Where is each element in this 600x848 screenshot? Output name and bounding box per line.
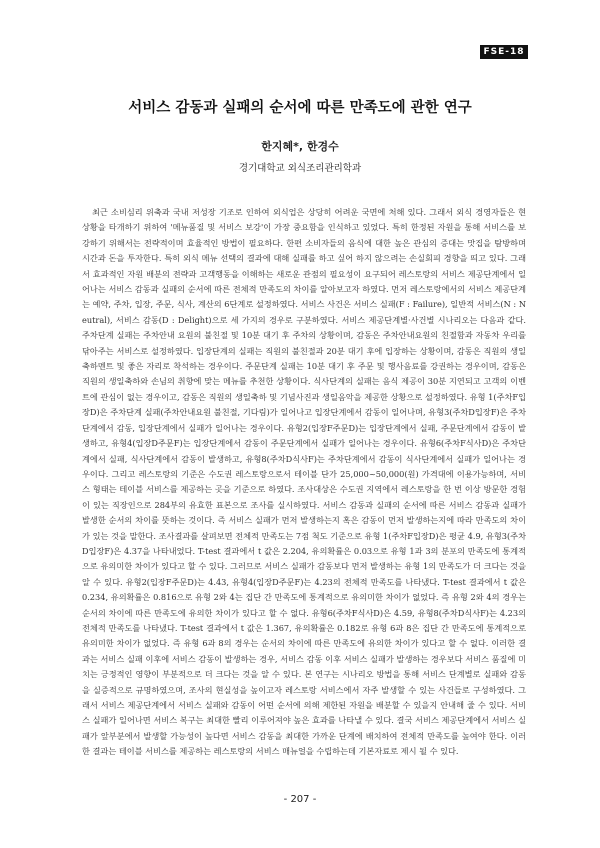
page-number: - 207 -	[283, 794, 317, 805]
session-badge: FSE-18	[480, 45, 528, 59]
author-names: 한지혜*, 한경수	[261, 140, 339, 153]
author-affiliation: 경기대학교 외식조리관리학과	[238, 163, 362, 174]
abstract-body: 최근 소비심리 위축과 국내 저성장 기조로 인하여 외식업은 상당히 어려운 국면에 처해 있다. 그래서 외식 경영자들은 현 상황을 타개하기 위하여 '메뉴품질 및 서비스 보강'이 가장 중요함을 인식하고 있었다. 특히 한정된 자원을 통해 서비스를 보강하기 위해서는 전략적이며 효율적인 방법이 필요하다. 한편 소비자들의 음식에 대한 높은 관심의 증대는 맛집을 탐방하며 시간과 돈을 투자한다. 특히 외식 메뉴 선택의 결과에 대해 실패를 하고 싶어 하지 않으려는 손실회피 경향을 띄고 있다. 그래서 효과적인 자원 배분의 전략과 고객행동을 이해하는 새로운 관점의 필요성이 요구되어 레스토랑의 서비스 제공단계에서 일어나는 서비스 감동과 실패의 순서에 따른 전체적 만족도의 차이를 알아보고자 하였다. 먼저 레스토랑에서의 서비스 제공단계는 예약, 주차, 입장, 주문, 식사, 계산의 6단계로 설정하였다. 서비스 사건은 서비스 실패(F : Failure), 일반적 서비스(N : Neutral), 서비스 감동(D : Delight)으로 세 가지의 경우로 구분하였다. 서비스 제공단계별·사건별 시나리오는 다음과 같다. 주차단계 실패는 주차안내 요원의 불친절 및 10분 대기 후 주차의 상황이며, 감동은 주차안내요원의 친절함과 자동차 우리를 닦아주는 서비스로 설정하였다. 입장단계의 실패는 직원의 불친절과 20분 대기 후에 입장하는 상황이며, 감동은 직원의 생일 축하멘트 및 좋은 자리로 착석하는 경우이다. 주문단계 실패는 10분 대기 후 주문 및 행사음료를 강권하는 경우이며, 감동은 직원의 생일축하와 손님의 취향에 맞는 메뉴를 추천한 상황이다. 식사단계의 실패는 음식 제공이 30분 지연되고 고객의 이벤트에 관심이 없는 경우이고, 감동은 직원의 생일축하 및 기념사진과 생일음악을 제공한 상황으로 설정하였다. 유형 1(주차F입장D)은 주차단계 실패(주차안내요원 불친절, 기다림)가 일어나고 입장단계에서 감동이 일어나며, 유형3(주차D입장F)은 주차단계에서 감동, 입장단계에서 실패가 일어나는 경우이다. 유형2(입장F주문D)는 입장단계에서 실패, 주문단계에서 감동이 발생하고, 유형4(입장D주문F)는 입장단계에서 감동이 주문단계에서 실패가 일어나는 경우이다. 유형6(주차F식사D)은 주차단계에서 실패, 식사단계에서 감동이 발생하고, 유형8(주차D식사F)는 주차단계에서 감동이 식사단계에서 실패가 일어나는 경우이다. 그리고 레스토랑의 기준은 수도권 레스토랑으로서 테이블 단가 25,000~50,000(원) 가격대에 이용가능하며, 서비스 형태는 테이블 서비스를 제공하는 곳을 기준으로 하였다. 조사대상은 수도권 지역에서 레스토랑을 한 번 이상 방문한 경험이 있는 직장인으로 284부의 유효한 표본으로 조사를 실시하였다. 서비스 감동과 실패의 순서에 따른 서비스 감동과 실패가 발생한 순서의 차이를 뜻하는 것이다. 즉 서비스 실패가 먼저 발생하는지 혹은 감동이 먼저 발생하는지에 따라 만족도의 차이가 있는 것을 말한다. 조사결과를 살펴보면 전체적 만족도는 7점 척도 기준으로 유형 1(주차F입장D)은 평균 4.9, 유형3(주차D입장F)은 4.37을 나타내었다. T-test 결과에서 t 값은 2.204, 유의확률은 0.03으로 유형 1과 3의 분포의 만족도에 통계적으로 유의미한 차이가 있다고 할 수 있다. 그러므로 서비스 실패가 감동보다 먼저 발생하는 유형 1의 만족도가 더 크다는 것을 알 수 있다. 유형2(입장F주문D)는 4.43, 유형4(입장D주문F)는 4.23의 전체적 만족도를 나타냈다. T-test 결과에서 t 값은 0.234, 유의확률은 0.816으로 유형 2와 4는 집단 간 만족도에 통계적으로 유의미한 차이가 없었다. 즉 유형 2와 4의 경우는 순서의 차이에 따른 만족도에 유의한 차이가 있다고 할 수 없다. 유형6(주차F식사D)은 4.59, 유형8(주차D식사F)는 4.23의 전체적 만족도를 나타냈다. T-test 결과에서 t 값은 1.367, 유의확률은 0.182로 유형 6과 8은 집단 간 만족도에 통계적으로 유의미한 차이가 없었다. 즉 유형 6과 8의 경우는 순서의 차이에 따른 만족도에 유의한 차이가 있다고 할 수 없다. 이러한 결과는 서비스 실패 이후에 서비스 감동이 발생하는 경우, 서비스 감동 이후 서비스 실패가 발생하는 경우보다 서비스 품질에 미치는 긍정적인 영향이 부분적으로 더 크다는 것을 알 수 있다. 본 연구는 시나리오 방법을 통해 서비스 단계별로 실패와 감동을 실증적으로 규명하였으며, 조사의 현실성을 높이고자 레스토랑 서비스에서 자주 발생할 수 있는 사건들로 구성하였다. 그래서 서비스 제공단계에서 서비스 실패와 감동이 어떤 순서에 의해 제한된 자원을 배분할 수 있을지 안내해 줄 수 있다. 서비스 실패가 일어나면 서비스 복구는 최대한 빨리 이루어져야 높은 효과를 나타낼 수 있다. 결국 서비스 제공단계에서 서비스 실패가 앞부분에서 발생할 가능성이 높다면 서비스 감동을 최대한 가까운 단계에 배치하여 전체적 만족도를 높여야 한다. 이러한 결과는 테이블 서비스를 제공하는 레스토랑의 서비스 매뉴얼을 수립하는데 기본자료로 제시 될 수 있다.	[82, 207, 526, 757]
paper-title: 서비스 감동과 실패의 순서에 따른 만족도에 관한 연구	[128, 100, 472, 116]
